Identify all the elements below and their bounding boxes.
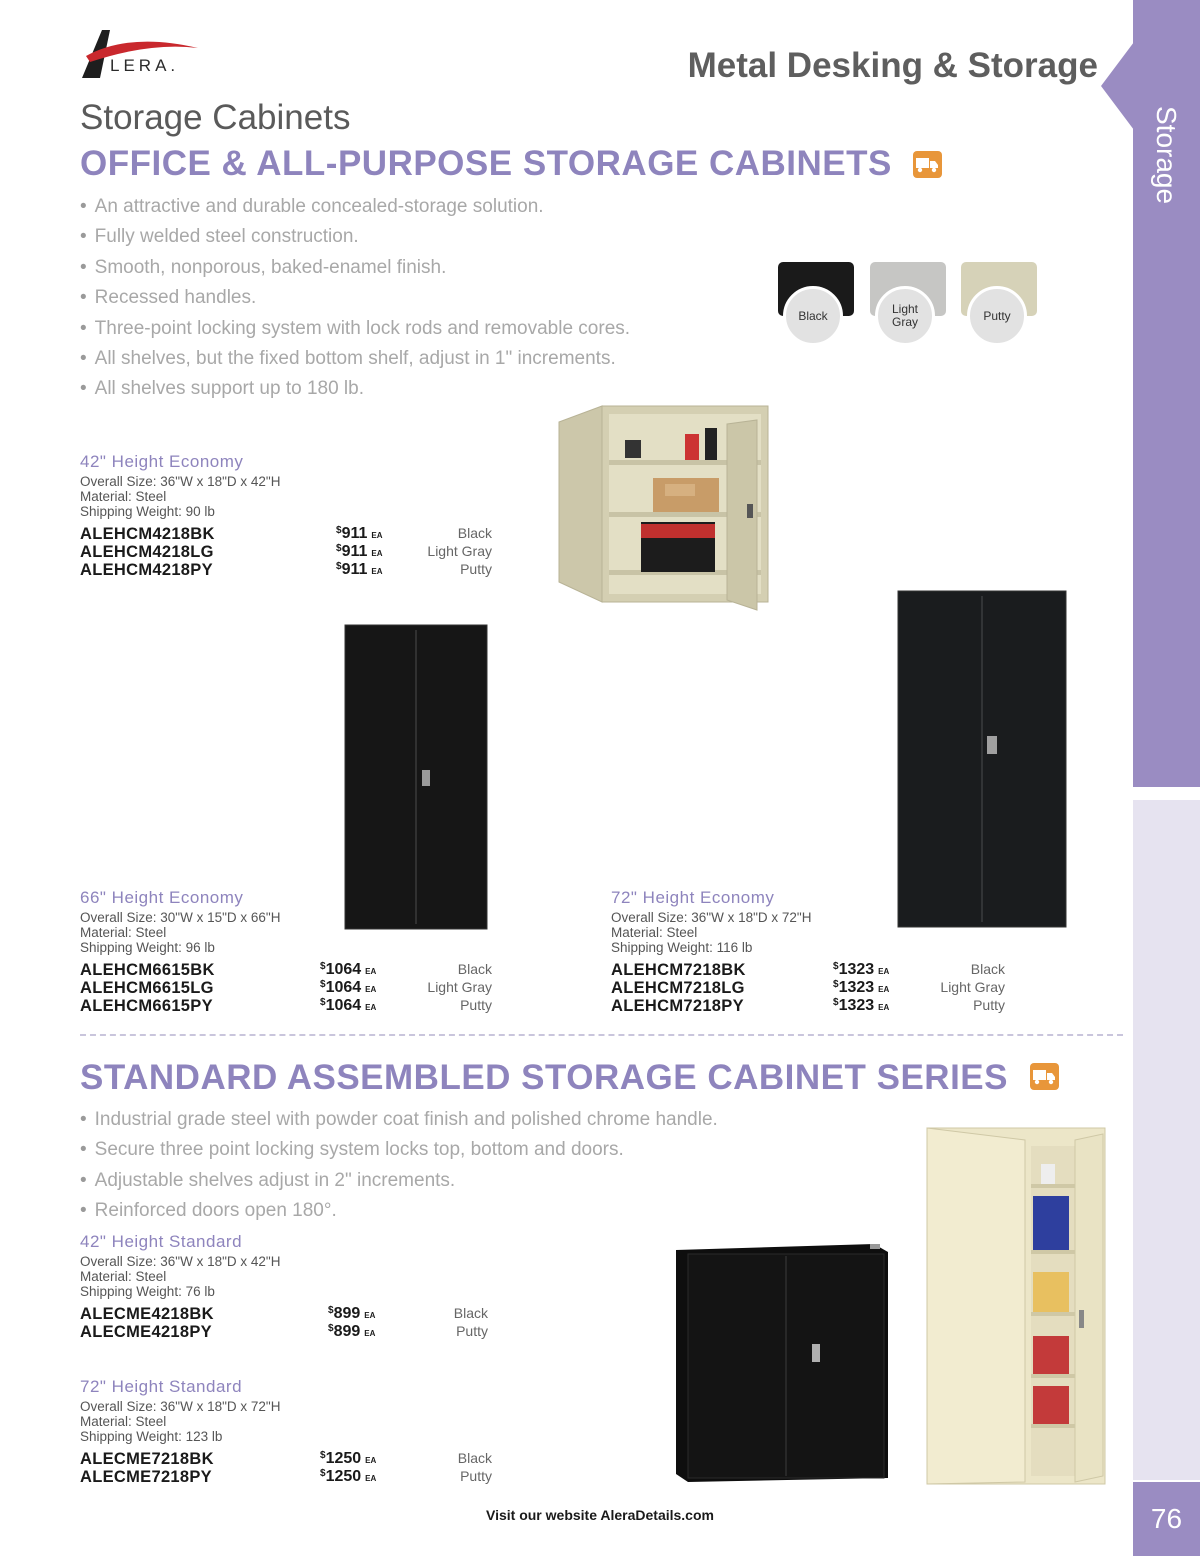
page-title: Storage Cabinets (80, 98, 351, 137)
sku-code: ALECME4218PY (80, 1323, 212, 1341)
sku-color: Putty (460, 1468, 492, 1484)
sku-row (80, 1450, 500, 1468)
sku-code: ALEHCM4218LG (80, 543, 214, 561)
sku-row (80, 979, 500, 997)
sku-color: Light Gray (940, 979, 1005, 995)
product-size: Overall Size: 36"W x 18"D x 72"H (611, 910, 812, 925)
product-material: Material: Steel (80, 925, 167, 940)
bullet-item: • Secure three point locking system locks top, bottom and doors. (80, 1135, 718, 1165)
product-size: Overall Size: 36"W x 18"D x 42"H (80, 1254, 281, 1269)
product-material: Material: Steel (80, 1414, 167, 1429)
sku-price: $899 EA (328, 1305, 376, 1322)
logo-wordmark: LERA. (110, 56, 180, 75)
sku-price: $911 EA (336, 525, 383, 542)
swatch-label-black: Black (783, 286, 843, 346)
sku-code: ALEHCM7218BK (611, 961, 746, 979)
product-heading: 42" Height Economy (80, 452, 244, 471)
bullet-item: • Fully welded steel construction. (80, 222, 630, 252)
bullet-item: • Reinforced doors open 180°. (80, 1196, 718, 1226)
bullet-item: • Three-point locking system with lock rods and removable cores. (80, 314, 630, 344)
sku-code: ALEHCM6615BK (80, 961, 215, 979)
product-material: Material: Steel (611, 925, 698, 940)
product-weight: Shipping Weight: 96 lb (80, 940, 215, 955)
sku-row (80, 543, 500, 561)
product-weight: Shipping Weight: 76 lb (80, 1284, 215, 1299)
cabinet-42-standard-image (674, 1242, 890, 1484)
section1-title: OFFICE & ALL-PURPOSE STORAGE CABINETS (80, 144, 892, 183)
sku-row (80, 961, 500, 979)
sku-price: $1323 EA (833, 979, 890, 996)
product-72-economy (611, 888, 1031, 1015)
sku-price: $1064 EA (320, 979, 377, 996)
product-42-economy (80, 452, 500, 579)
sku-code: ALECME4218BK (80, 1305, 214, 1323)
cabinet-66-economy-image (344, 624, 488, 932)
product-heading: 66" Height Economy (80, 888, 244, 907)
sku-color: Black (970, 961, 1005, 977)
sku-row (80, 1323, 500, 1341)
sku-row (80, 997, 500, 1015)
section1-bullets (80, 192, 630, 405)
sku-code: ALEHCM7218PY (611, 997, 744, 1015)
footer-website: Visit our website AleraDetails.com (486, 1507, 714, 1523)
category-title: Metal Desking & Storage (687, 46, 1098, 85)
sku-price: $899 EA (328, 1323, 376, 1340)
sku-color: Black (457, 1450, 492, 1466)
swatch-label-line: Gray (891, 315, 918, 329)
sku-color: Light Gray (427, 543, 492, 559)
bullet-item: • Smooth, nonporous, baked-enamel finish. (80, 253, 630, 283)
product-size: Overall Size: 36"W x 18"D x 42"H (80, 474, 281, 489)
sku-code: ALEHCM7218LG (611, 979, 745, 997)
sku-color: Putty (460, 997, 492, 1013)
section-divider (80, 1034, 1123, 1036)
sku-code: ALEHCM6615PY (80, 997, 213, 1015)
cabinet-42-economy-image (557, 404, 770, 612)
cabinet-72-standard-image (925, 1126, 1107, 1488)
sku-code: ALEHCM4218BK (80, 525, 215, 543)
section2-bullets (80, 1105, 718, 1227)
sku-code: ALEHCM6615LG (80, 979, 214, 997)
cabinet-72-economy-image (897, 590, 1067, 930)
sku-code: ALEHCM4218PY (80, 561, 213, 579)
bullet-item: • An attractive and durable concealed-storage solution. (80, 192, 630, 222)
bullet-item: • Industrial grade steel with powder coat finish and polished chrome handle. (80, 1105, 718, 1135)
sku-color: Black (457, 961, 492, 977)
sku-color: Black (453, 1305, 488, 1321)
swatch-label-putty: Putty (967, 286, 1027, 346)
bullet-item: • Recessed handles. (80, 283, 630, 313)
product-weight: Shipping Weight: 116 lb (611, 940, 753, 955)
product-66-economy (80, 888, 500, 1015)
side-tab-strip-light (1133, 800, 1200, 1480)
sku-color: Putty (973, 997, 1005, 1013)
bullet-item: • All shelves, but the fixed bottom shelf, adjust in 1" increments. (80, 344, 630, 374)
sku-color: Black (457, 525, 492, 541)
product-72-standard (80, 1377, 500, 1486)
sku-price: $911 EA (336, 561, 383, 578)
product-material: Material: Steel (80, 489, 167, 504)
sku-price: $1250 EA (320, 1450, 377, 1467)
product-42-standard (80, 1232, 500, 1341)
swatch-label-line: Light (891, 302, 919, 316)
side-tab-notch (1101, 42, 1134, 130)
side-tab-label: Storage (1151, 105, 1182, 205)
product-heading: 42" Height Standard (80, 1232, 243, 1251)
sku-color: Putty (456, 1323, 488, 1339)
product-heading: 72" Height Economy (611, 888, 775, 907)
sku-code: ALECME7218PY (80, 1468, 212, 1486)
sku-price: $1064 EA (320, 961, 377, 978)
bullet-item: • All shelves support up to 180 lb. (80, 374, 630, 404)
sku-row (80, 525, 500, 543)
sku-code: ALECME7218BK (80, 1450, 214, 1468)
sku-row (611, 979, 1031, 997)
sku-color: Light Gray (427, 979, 492, 995)
shipping-truck-icon (1030, 1063, 1059, 1090)
sku-price: $911 EA (336, 543, 383, 560)
sku-color: Putty (460, 561, 492, 577)
sku-row (80, 1305, 500, 1323)
swatch-label-light-gray (875, 286, 935, 346)
product-material: Material: Steel (80, 1269, 167, 1284)
product-weight: Shipping Weight: 123 lb (80, 1429, 223, 1444)
bullet-item: • Adjustable shelves adjust in 2" increments. (80, 1166, 718, 1196)
section2-title: STANDARD ASSEMBLED STORAGE CABINET SERIES (80, 1058, 1008, 1097)
page-number: 76 (1133, 1482, 1200, 1556)
sku-row (80, 561, 500, 579)
product-heading: 72" Height Standard (80, 1377, 243, 1396)
shipping-truck-icon (913, 151, 942, 178)
sku-row (611, 961, 1031, 979)
product-size: Overall Size: 36"W x 18"D x 72"H (80, 1399, 281, 1414)
sku-row (611, 997, 1031, 1015)
sku-price: $1323 EA (833, 997, 890, 1014)
sku-price: $1323 EA (833, 961, 890, 978)
product-size: Overall Size: 30"W x 15"D x 66"H (80, 910, 281, 925)
sku-price: $1250 EA (320, 1468, 377, 1485)
sku-row (80, 1468, 500, 1486)
sku-price: $1064 EA (320, 997, 377, 1014)
product-weight: Shipping Weight: 90 lb (80, 504, 215, 519)
